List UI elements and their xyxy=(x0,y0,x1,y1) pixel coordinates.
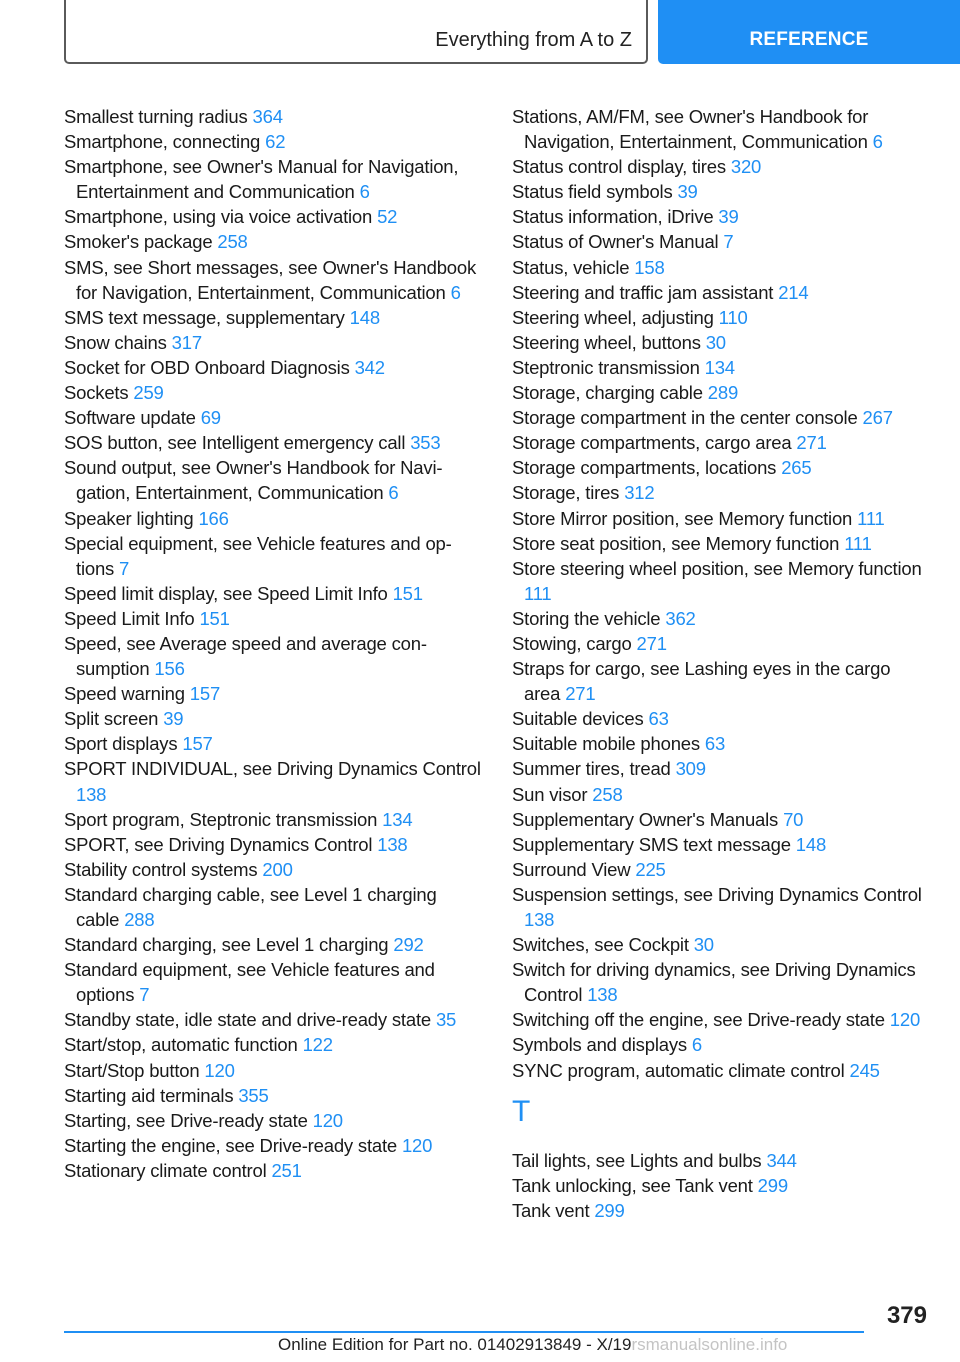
index-entry-term: Start/Stop button xyxy=(64,1059,200,1081)
index-entry-term: Steering wheel, adjusting xyxy=(512,306,714,328)
index-entry-term: Speed, see Average speed and average consumption xyxy=(64,632,427,680)
footer xyxy=(278,1335,787,1355)
index-entry-term: Storage compartment in the center console xyxy=(512,407,858,429)
index-entry-term: Status field symbols xyxy=(512,181,673,203)
index-entry-page-link[interactable]: 6 xyxy=(359,181,370,203)
section-letter-heading: T xyxy=(512,1094,531,1128)
index-entry-term: SOS button, see Intelligent emergency call xyxy=(64,432,406,454)
index-entry-term: Switches, see Cockpit xyxy=(512,934,689,956)
index-entry-term: Suitable mobile phones xyxy=(512,733,700,755)
index-entry-term: Speaker lighting xyxy=(64,507,194,529)
index-entry-term: Straps for cargo, see Lashing eyes in the cargo area xyxy=(512,658,891,705)
index-entry-page-link[interactable]: 111 xyxy=(857,507,885,529)
index-entry-page-link[interactable]: 258 xyxy=(592,783,623,805)
index-entry xyxy=(512,154,930,179)
index-entry-page-link[interactable]: 299 xyxy=(594,1199,625,1221)
index-entry xyxy=(64,305,482,330)
index-entry xyxy=(64,355,482,380)
index-entry-page-link[interactable]: 158 xyxy=(634,256,665,278)
index-entry-page-link[interactable]: 214 xyxy=(778,281,809,303)
index-entry-page-link[interactable]: 138 xyxy=(587,984,618,1006)
index-entry-term: Speed warning xyxy=(64,683,185,705)
index-entry-page-link[interactable]: 35 xyxy=(435,1009,457,1031)
index-entry-page-link[interactable]: 6 xyxy=(872,131,883,153)
index-entry-page-link[interactable]: 157 xyxy=(189,683,221,705)
index-entry xyxy=(64,506,482,531)
index-entry-term: Tank unlocking, see Tank vent xyxy=(512,1174,753,1196)
index-entry-term: Status control display, tires xyxy=(512,156,726,178)
index-entry-term: Storage compartments, locations xyxy=(512,457,777,479)
index-entry xyxy=(512,1173,930,1198)
index-entry-term: Sun visor xyxy=(512,783,588,805)
index-entry xyxy=(512,807,930,832)
index-entry-page-link[interactable]: 30 xyxy=(693,934,714,956)
index-entry-term: Supplementary Owner's Manuals xyxy=(512,808,779,830)
index-entry-term: Standard charging cable, see Level 1 charging cable xyxy=(64,883,437,930)
index-entry-page-link[interactable]: 200 xyxy=(262,858,293,880)
index-entry-term: Start/stop, automatic function xyxy=(64,1034,298,1056)
index-entry-term: Summer tires, tread xyxy=(512,758,671,780)
index-entry-page-link[interactable]: 120 xyxy=(401,1134,433,1156)
header-section-label: REFERENCE xyxy=(749,29,869,50)
index-entry xyxy=(64,681,482,706)
page-number: 379 xyxy=(886,1302,927,1329)
index-entry xyxy=(64,1083,482,1108)
index-entry-term: Supplementary SMS text message xyxy=(512,833,791,855)
index-entry xyxy=(64,1032,482,1057)
index-entry-page-link[interactable]: 6 xyxy=(691,1034,702,1056)
footer-rule xyxy=(64,1331,864,1333)
index-entry-term: SPORT, see Driving Dynamics Control xyxy=(64,833,373,855)
index-entry-page-link[interactable]: 309 xyxy=(675,758,706,780)
index-entry-page-link[interactable]: 39 xyxy=(677,181,698,203)
index-entry xyxy=(64,581,482,606)
index-entry xyxy=(64,1007,482,1032)
index-entry xyxy=(64,405,482,430)
index-entry xyxy=(512,480,930,505)
index-entry-page-link[interactable]: 299 xyxy=(757,1174,788,1196)
index-entry-term: Socket for OBD Onboard Diagnosis xyxy=(64,356,350,378)
index-entry-page-link[interactable]: 39 xyxy=(163,708,184,730)
footer-edition: Online Edition for Part no. 01402913849 - X/19 xyxy=(278,1335,632,1354)
index-entry xyxy=(512,832,930,857)
index-entry xyxy=(512,706,930,731)
index-entry-page-link[interactable]: 151 xyxy=(199,607,230,629)
index-entry-page-link[interactable]: 271 xyxy=(796,432,827,454)
index-entry-term: Steering and traffic jam assistant xyxy=(512,281,774,303)
index-entry-term: Speed limit display, see Speed Limit Info xyxy=(64,582,388,604)
index-entry-page-link[interactable]: 30 xyxy=(705,331,726,353)
index-entry-page-link[interactable]: 134 xyxy=(704,356,735,378)
index-entry-term: Status information, iDrive xyxy=(512,206,714,228)
index-entry xyxy=(64,832,482,857)
index-entry xyxy=(64,1158,482,1183)
index-entry xyxy=(64,154,482,204)
header-title: Everything from A to Z xyxy=(435,29,632,51)
index-entry-page-link[interactable]: 39 xyxy=(718,206,739,228)
index-entry xyxy=(512,782,930,807)
index-entry-page-link[interactable]: 148 xyxy=(349,306,380,328)
index-entry xyxy=(64,807,482,832)
index-entry xyxy=(64,229,482,254)
index-entry-page-link[interactable]: 134 xyxy=(382,808,413,830)
index-entry-page-link[interactable]: 320 xyxy=(730,156,762,178)
index-entry xyxy=(512,330,930,355)
index-entry-page-link[interactable]: 138 xyxy=(524,909,555,930)
index-entry xyxy=(512,1007,930,1032)
index-entry xyxy=(64,330,482,355)
index-entry xyxy=(512,756,930,781)
index-entry-term: Split screen xyxy=(64,708,159,730)
index-entry xyxy=(512,531,930,556)
index-entry xyxy=(512,280,930,305)
index-entry xyxy=(64,756,482,806)
index-entry-page-link[interactable]: 353 xyxy=(410,432,441,454)
index-entry-page-link[interactable]: 110 xyxy=(718,306,748,328)
index-entry-term: Storing the vehicle xyxy=(512,607,661,629)
index-entry-term: SMS text message, supplementary xyxy=(64,306,345,328)
index-entry xyxy=(512,1032,930,1057)
index-entry-page-link[interactable]: 63 xyxy=(648,708,669,730)
index-entry xyxy=(64,706,482,731)
index-entry-page-link[interactable]: 342 xyxy=(354,356,385,378)
index-entry xyxy=(64,857,482,882)
index-entry xyxy=(512,731,930,756)
index-entry xyxy=(64,882,482,932)
index-entry xyxy=(512,932,930,957)
index-entry-page-link[interactable]: 70 xyxy=(783,808,804,830)
index-group-s xyxy=(512,104,930,1083)
index-entry-page-link[interactable]: 7 xyxy=(119,557,130,579)
index-entry-page-link[interactable]: 120 xyxy=(889,1009,921,1031)
index-entry-term: Store Mirror position, see Memory function xyxy=(512,507,853,529)
index-entry-page-link[interactable]: 292 xyxy=(393,934,424,956)
index-entry xyxy=(64,430,482,455)
index-entry-page-link[interactable]: 122 xyxy=(302,1034,333,1056)
index-entry-term: Snow chains xyxy=(64,331,167,353)
index-entry xyxy=(512,430,930,455)
index-entry-page-link[interactable]: 289 xyxy=(707,382,739,404)
index-entry-page-link[interactable]: 271 xyxy=(565,683,596,705)
index-entry-page-link[interactable]: 69 xyxy=(200,407,221,429)
index-entry xyxy=(64,104,482,129)
index-entry-page-link[interactable]: 225 xyxy=(635,858,666,880)
index-entry xyxy=(512,355,930,380)
index-entry-term: Stowing, cargo xyxy=(512,632,632,654)
index-entry-term: Standby state, idle state and drive-ready state xyxy=(64,1009,431,1031)
index-entry-term: Steptronic transmission xyxy=(512,356,700,378)
index-entry xyxy=(64,1108,482,1133)
index-entry xyxy=(64,606,482,631)
index-entry-term: Switching off the engine, see Drive-ready state xyxy=(512,1009,885,1031)
index-entry-page-link[interactable]: 156 xyxy=(154,658,185,680)
index-entry-term: Surround View xyxy=(512,858,631,880)
index-entry-term: Software update xyxy=(64,407,196,429)
index-entry-page-link[interactable]: 7 xyxy=(723,231,734,253)
header-section-tab xyxy=(658,0,960,64)
footer-watermark: rsmanualsonline.info xyxy=(631,1335,788,1354)
index-entry-term: Tail lights, see Lights and bulbs xyxy=(512,1149,762,1171)
index-entry-term: Store steering wheel position, see Memory function xyxy=(512,557,922,579)
index-entry-page-link[interactable]: 6 xyxy=(388,482,399,504)
index-entry-term: Storage, charging cable xyxy=(512,382,703,404)
index-entry xyxy=(512,1058,930,1083)
index-entry-page-link[interactable]: 138 xyxy=(76,783,107,805)
index-entry-term: Smartphone, using via voice activation xyxy=(64,206,373,228)
index-entry-page-link[interactable]: 344 xyxy=(766,1149,797,1171)
index-entry-page-link[interactable]: 120 xyxy=(312,1109,343,1131)
index-entry-page-link[interactable]: 317 xyxy=(171,331,202,353)
index-entry xyxy=(64,631,482,681)
header-title-box xyxy=(64,0,648,64)
index-entry-term: Store seat position, see Memory function xyxy=(512,532,840,554)
index-entry-page-link[interactable]: 259 xyxy=(133,382,164,404)
index-entry-term: Starting aid terminals xyxy=(64,1084,234,1106)
index-entry-page-link[interactable]: 271 xyxy=(636,632,667,654)
index-entry xyxy=(512,204,930,229)
index-entry-page-link[interactable]: 245 xyxy=(849,1059,880,1081)
index-entry xyxy=(512,857,930,882)
index-entry xyxy=(64,129,482,154)
index-entry-page-link[interactable]: 7 xyxy=(139,984,150,1006)
index-entry-term: Tank vent xyxy=(512,1199,590,1221)
index-entry xyxy=(64,932,482,957)
index-entry-page-link[interactable]: 120 xyxy=(204,1059,235,1081)
index-entry-term: Speed Limit Info xyxy=(64,607,195,629)
index-entry-term: Storage compartments, cargo area xyxy=(512,432,792,454)
index-entry-page-link[interactable]: 111 xyxy=(524,582,552,604)
index-entry-term: Stationary climate control xyxy=(64,1159,267,1181)
index-entry xyxy=(64,731,482,756)
index-entry-term: Smallest turning radius xyxy=(64,106,248,127)
index-entry xyxy=(64,204,482,229)
index-entry-term: Sockets xyxy=(64,382,129,404)
index-entry-page-link[interactable]: 265 xyxy=(781,457,812,479)
index-entry xyxy=(512,556,930,606)
index-entry-page-link[interactable]: 258 xyxy=(217,231,248,253)
index-entry-term: Symbols and displays xyxy=(512,1034,687,1056)
index-entry-term: Standard charging, see Level 1 charging xyxy=(64,934,389,956)
index-entry xyxy=(512,229,930,254)
index-entry-term: Sport displays xyxy=(64,733,178,755)
index-entry-page-link[interactable]: 362 xyxy=(665,607,696,629)
index-group-t xyxy=(512,1148,930,1223)
index-entry-term: Status of Owner's Manual xyxy=(512,231,719,253)
index-entry xyxy=(64,957,482,1007)
index-entry-term: Suitable devices xyxy=(512,708,644,730)
index-entry-page-link[interactable]: 6 xyxy=(450,281,461,303)
index-entry-term: Standard equipment, see Vehicle features and options xyxy=(64,959,435,1006)
index-entry-term: Smartphone, see Owner's Manual for Navigation, Entertainment and Communication xyxy=(64,156,459,203)
index-entry xyxy=(512,957,930,1007)
index-entry xyxy=(64,255,482,305)
index-entry xyxy=(512,104,930,154)
index-entry-page-link[interactable]: 364 xyxy=(252,106,283,127)
index-entry-term: Sound output, see Owner's Handbook for Navigation, Entertainment, Communication xyxy=(64,457,443,504)
index-entry-term: Switch for driving dynamics, see Driving Dynamics Control xyxy=(512,959,916,1006)
index-entry-page-link[interactable]: 52 xyxy=(377,206,398,228)
index-entry-term: Smoker's package xyxy=(64,231,213,253)
index-entry xyxy=(64,1058,482,1083)
index-entry xyxy=(512,405,930,430)
index-entry xyxy=(512,1148,930,1173)
index-entry xyxy=(64,455,482,505)
index-entry-term: Steering wheel, buttons xyxy=(512,331,701,353)
index-entry-term: Storage, tires xyxy=(512,482,620,504)
index-entry xyxy=(64,380,482,405)
index-entry xyxy=(512,380,930,405)
index-entry-term: Special equipment, see Vehicle features and options xyxy=(64,532,452,579)
index-entry xyxy=(512,255,930,280)
index-entry-term: Sport program, Steptronic transmission xyxy=(64,808,378,830)
index-entry-page-link[interactable]: 312 xyxy=(624,482,655,504)
index-column-right xyxy=(512,104,930,1223)
index-entry-term: SYNC program, automatic climate control xyxy=(512,1059,845,1081)
index-entry xyxy=(64,1133,482,1158)
index-entry-page-link[interactable]: 148 xyxy=(795,833,827,855)
index-entry xyxy=(512,305,930,330)
index-entry xyxy=(512,506,930,531)
index-entry-page-link[interactable]: 63 xyxy=(704,733,726,755)
index-entry-page-link[interactable]: 251 xyxy=(271,1159,302,1181)
index-entry-page-link[interactable]: 355 xyxy=(238,1084,269,1106)
index-entry-term: Stations, AM/FM, see Owner's Handbook for Navigation, Entertainment, Communication xyxy=(512,106,869,153)
index-entry-term: Starting the engine, see Drive-ready state xyxy=(64,1134,398,1156)
index-entry-page-link[interactable]: 138 xyxy=(377,833,408,855)
index-entry xyxy=(64,531,482,581)
index-entry xyxy=(512,631,930,656)
index-entry-page-link[interactable]: 151 xyxy=(392,582,423,604)
index-entry-page-link[interactable]: 288 xyxy=(124,909,155,930)
index-entry-term: Suspension settings, see Driving Dynamics Control xyxy=(512,883,922,905)
index-entry-term: Starting, see Drive-ready state xyxy=(64,1109,308,1131)
index-entry-page-link[interactable]: 157 xyxy=(182,733,213,755)
index-entry-term: Smartphone, connecting xyxy=(64,131,261,153)
index-column-left xyxy=(64,104,482,1183)
index-entry-term: Stability control systems xyxy=(64,858,258,880)
index-entry-page-link[interactable]: 62 xyxy=(265,131,286,153)
index-entry-page-link[interactable]: 111 xyxy=(844,532,872,554)
index-entry-page-link[interactable]: 166 xyxy=(198,507,229,529)
index-entry-term: SMS, see Short messages, see Owner's Handbook for Navigation, Entertainment, Communication xyxy=(64,256,477,303)
index-entry xyxy=(512,606,930,631)
index-entry xyxy=(512,179,930,204)
index-entry-page-link[interactable]: 267 xyxy=(862,407,893,429)
index-entry-term: Status, vehicle xyxy=(512,256,630,278)
index-entry xyxy=(512,455,930,480)
index-entry xyxy=(512,882,930,932)
index-entry xyxy=(512,1198,930,1223)
index-entry-term: SPORT INDIVIDUAL, see Driving Dynamics Control xyxy=(64,758,481,780)
index-entry xyxy=(512,656,930,706)
